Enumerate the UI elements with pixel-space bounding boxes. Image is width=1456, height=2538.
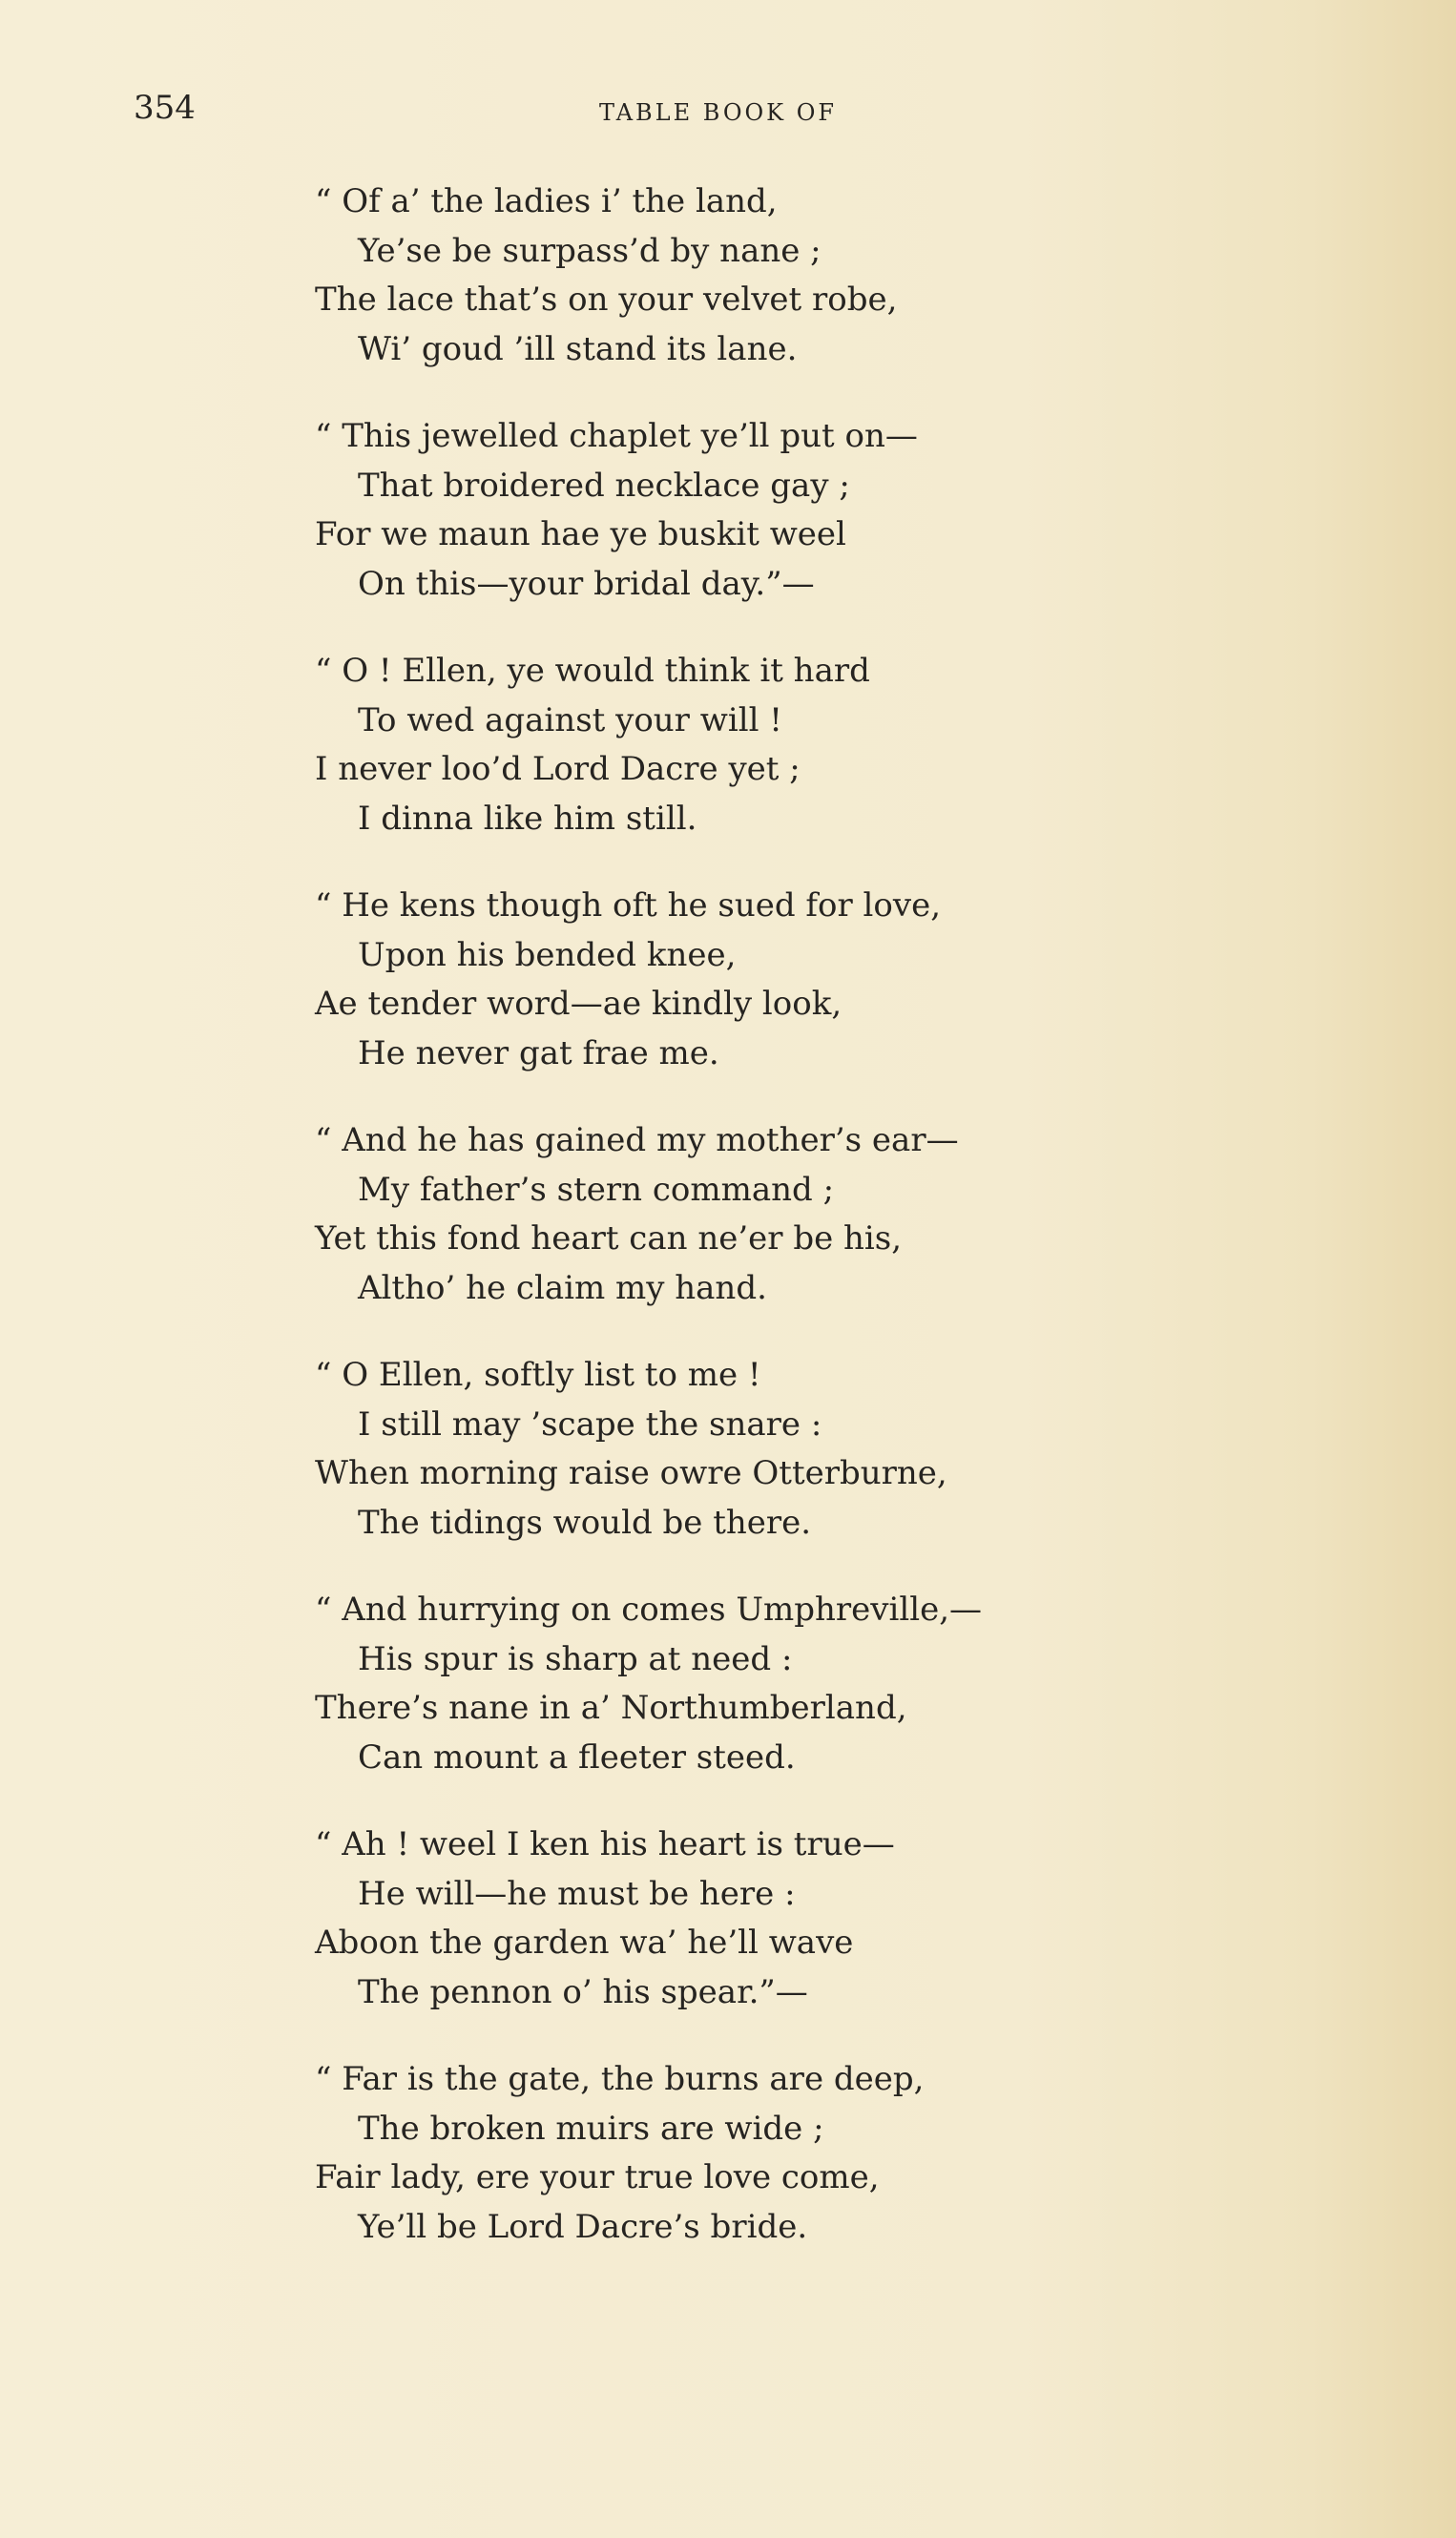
stanza	[315, 647, 1383, 843]
poem-line: On this—your bridal day.”—	[358, 564, 815, 603]
poem-line: Ae tender word—ae kindly look,	[315, 985, 842, 1023]
poem-line: I never loo’d Lord Dacre yet ;	[315, 750, 801, 788]
poem-line: Aboon the garden wa’ he’ll wave	[315, 1924, 854, 1962]
running-head: TABLE BOOK OF	[599, 99, 838, 126]
page-number: 354	[134, 89, 196, 127]
poem-line: His spur is sharp at need :	[358, 1639, 793, 1678]
stanza	[315, 1116, 1383, 1313]
poem-line: “ Of a’ the ladies i’ the land,	[315, 182, 778, 220]
poem-line: Upon his bended knee,	[358, 935, 737, 974]
poem-line: For we maun hae ye buskit weel	[315, 515, 846, 553]
poem-line: “ Far is the gate, the burns are deep,	[315, 2060, 925, 2098]
stanza	[315, 2055, 1383, 2252]
stanza	[315, 1586, 1383, 1782]
stanza	[315, 1351, 1383, 1548]
poem-line: The pennon o’ his spear.”—	[358, 1972, 808, 2011]
poem-line: “ And he has gained my mother’s ear—	[315, 1121, 959, 1159]
poem-line: “ O Ellen, softly list to me !	[315, 1356, 761, 1394]
poem-line: The tidings would be there.	[358, 1503, 812, 1542]
poem-line: That broidered necklace gay ;	[358, 466, 850, 505]
poem-line: My father’s stern command ;	[358, 1170, 835, 1209]
poem	[315, 177, 1383, 2290]
stanza	[315, 1820, 1383, 2017]
poem-line: He will—he must be here :	[358, 1874, 796, 1913]
poem-line: Ye’ll be Lord Dacre’s bride.	[358, 2207, 808, 2246]
poem-line: “ He kens though oft he sued for love,	[315, 886, 942, 925]
poem-line: Yet this fond heart can ne’er be his,	[315, 1219, 903, 1258]
poem-line: He never gat frae me.	[358, 1033, 719, 1072]
poem-line: “ Ah ! weel I ken his heart is true—	[315, 1825, 895, 1863]
poem-line: Can mount a fleeter steed.	[358, 1737, 796, 1777]
poem-line: To wed against your will !	[358, 700, 782, 739]
poem-line: There’s nane in a’ Northumberland,	[315, 1689, 907, 1727]
poem-line: I still may ’scape the snare :	[358, 1404, 822, 1444]
poem-line: Fair lady, ere your true love come,	[315, 2158, 880, 2196]
poem-line: The lace that’s on your velvet robe,	[315, 281, 898, 319]
poem-line: When morning raise owre Otterburne,	[315, 1454, 947, 1492]
poem-line: I dinna like him still.	[358, 799, 697, 838]
stanza	[315, 412, 1383, 609]
poem-line: “ This jewelled chaplet ye’ll put on—	[315, 417, 918, 455]
stanza	[315, 177, 1383, 374]
poem-line: Ye’se be surpass’d by nane ;	[358, 231, 822, 270]
poem-line: “ O ! Ellen, ye would think it hard	[315, 652, 870, 690]
poem-line: Altho’ he claim my hand.	[358, 1268, 767, 1307]
poem-line: The broken muirs are wide ;	[358, 2109, 824, 2148]
poem-line: Wi’ goud ’ill stand its lane.	[358, 329, 798, 368]
poem-line: “ And hurrying on comes Umphreville,—	[315, 1591, 983, 1629]
stanza	[315, 882, 1383, 1078]
